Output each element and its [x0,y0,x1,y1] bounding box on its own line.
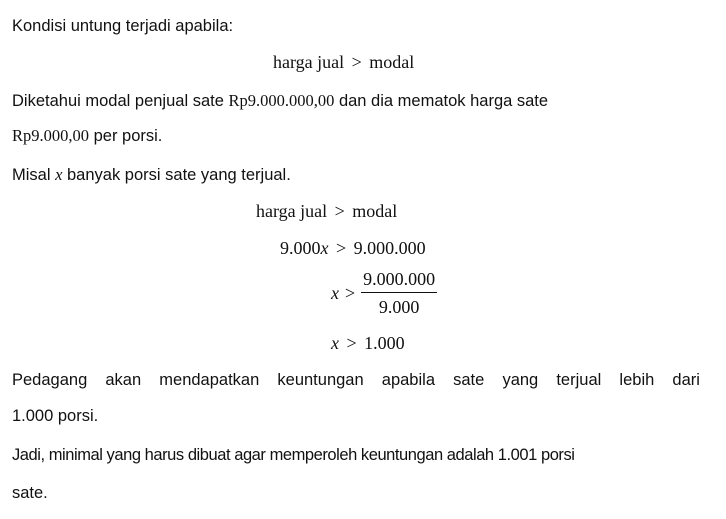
given-line-1 [12,90,548,112]
conclusion-word: lebih [619,371,655,389]
step3-operator: > [345,282,356,303]
given-price-amount: Rp9.000,00 [12,126,90,145]
profit-condition [273,50,414,74]
conclusion-1-line-1 [12,369,700,391]
intro-text: Kondisi untung terjadi apabila: [12,17,234,35]
given-suffix: dan dia mematok harga sate [334,92,549,110]
step2-right: 9.000.000 [353,238,426,258]
conclusion-word: terjual [556,371,602,389]
step2-coefficient: 9.000 [280,238,321,258]
assume-prefix: Misal [12,166,56,184]
derivation-step-2 [280,236,426,260]
derivation-step-1 [256,199,397,223]
step3-numerator: 9.000.000 [361,268,437,293]
step4-variable: x [331,333,339,353]
step4-right: 1.000 [364,333,405,353]
conclusion-2-line-1: Jadi, minimal yang harus dibuat agar memperoleh keuntungan adalah 1.001 porsi [12,446,575,464]
step1-left: harga jual [256,201,328,221]
conclusion-word: akan [105,371,142,389]
derivation-step-4 [331,331,405,355]
given-line-2 [12,125,162,147]
assume-suffix: banyak porsi sate yang terjual. [62,166,291,184]
derivation-step-3 [331,268,437,318]
condition-operator: > [351,52,362,72]
step1-operator: > [334,201,345,221]
given-prefix: Diketahui modal penjual sate [12,92,229,110]
step1-right: modal [352,201,398,221]
conclusion-1-line-2: 1.000 porsi. [12,407,99,425]
step2-variable: x [320,238,329,258]
conclusion-word: Pedagang [12,371,88,389]
step3-denominator: 9.000 [378,297,420,317]
step4-operator: > [346,333,357,353]
step2-operator: > [336,238,347,258]
condition-left: harga jual [273,52,345,72]
step3-fraction [361,268,437,318]
given-capital-amount: Rp9.000.000,00 [228,91,335,110]
step3-variable: x [331,282,339,303]
conclusion-word: sate [453,371,485,389]
conclusion-word: mendapatkan [159,371,260,389]
condition-right: modal [369,52,415,72]
conclusion-word: yang [502,371,539,389]
conclusion-word: dari [672,371,700,389]
given-price-suffix: per porsi. [89,127,163,145]
conclusion-word: keuntungan [277,371,364,389]
conclusion-2-line-2: sate. [12,484,48,502]
assume-variable: x [55,165,63,184]
conclusion-word: apabila [381,371,435,389]
assumption-line [12,164,291,186]
